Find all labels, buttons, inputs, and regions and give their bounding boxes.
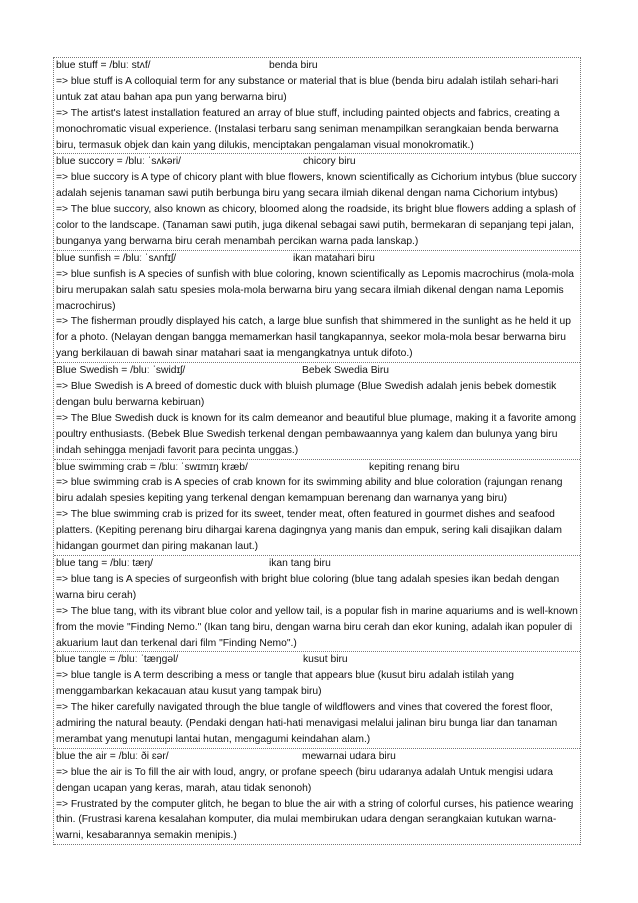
definition: => blue the air is To fill the air with loud, angry, or profane speech (biru udaranya adalah Untuk mengisi udara dengan ucapan yang keras, marah, atau tidak senonoh) [56,766,554,794]
entry-blue-the-air [54,749,580,845]
term-translation: kusut biru [303,654,348,666]
entry-header [56,154,580,170]
term-translation: benda biru [269,60,318,71]
term-translation: chicory biru [303,156,356,168]
term-pronunciation: blue swimming crab = /bluː ˈswɪmɪŋ kræb/ [56,461,248,473]
example-sentence: => The blue swimming crab is prized for its sweet, tender meat, often featured in gourmet dishes and seafood platters. (Kepiting perenang biru dihargai karena dagingnya yang manis dan empuk, sering kali disajikan dalam hidangan gourmet dan piring makanan laut.) [56,509,562,553]
entry-blue-tangle [54,652,580,748]
example-sentence: => Frustrated by the computer glitch, he began to blue the air with a string of colorful curses, his patience wearing thin. (Frustrasi karena kesalahan komputer, dia mulai membirukan udara dengan serangkaian kutukan warna-warni, kesabarannya semakin menipis.) [56,798,574,842]
term-translation: mewarnai udara biru [302,750,396,762]
term-pronunciation: blue sunfish = /bluː ˈsʌnfɪʃ/ [56,252,177,264]
entry-blue-tang [54,556,580,652]
vocabulary-document [53,57,581,845]
term-pronunciation: blue succory = /bluː ˈsʌkəri/ [56,156,182,168]
term-pronunciation: blue stuff = /bluː stʌf/ [56,60,151,71]
entry-header [56,652,580,668]
definition: => Blue Swedish is A breed of domestic duck with bluish plumage (Blue Swedish adalah jenis bebek domestik dengan bulu berwarna kebiruan) [56,381,557,408]
entry-header [56,749,580,765]
definition: => blue stuff is A colloquial term for any substance or material that is blue (benda biru adalah istilah sehari-hari untuk zat atau bahan apa pun yang berwarna biru) [56,75,559,103]
term-pronunciation: blue the air = /bluː ði ɛər/ [56,750,169,762]
example-sentence: => The hiker carefully navigated through the blue tangle of wildflowers and vines that covered the forest floor, admiring the natural beauty. (Pendaki dengan hati-hati menavigasi melalui jalinan biru bunga liar dan tanaman merambat yang menutupi lantai hutan, mengagumi keindahan alam.) [56,702,558,745]
definition: => blue sunfish is A species of sunfish with blue coloring, known scientifically as Lepomis macrochirus (mola-mola biru merupakan salah satu spesies mola-mola berwarna biru yang secara ilmiah dikenal dengan nama Lepomis macrochirus) [56,268,574,312]
term-translation: ikan matahari biru [293,252,375,264]
entry-header [56,251,580,267]
term-translation: ikan tang biru [269,558,331,570]
definition: => blue swimming crab is A species of crab known for its swimming ability and blue coloration (rajungan renang biru adalah spesies kepiting yang terkenal dengan kemampuan berenang dan warnanya yang biru) [56,477,563,505]
example-sentence: => The artist's latest installation featured an array of blue stuff, including painted objects and fabrics, creating a monochromatic visual experience. (Instalasi terbaru sang seniman menampilkan serangkaian benda berwarna biru, termasuk objek dan kain yang dilukis, menciptakan pengalaman visual monokromatik.) [56,107,560,151]
entry-blue-swedish [54,363,580,459]
definition: => blue tangle is A term describing a mess or tangle that appears blue (kusut biru adalah istilah yang menggambarkan kekacauan atau kusut yang tampak biru) [56,670,514,698]
term-pronunciation: Blue Swedish = /bluː ˈswidɪʃ/ [56,365,186,377]
entry-blue-stuff [54,58,580,154]
example-sentence: => The Blue Swedish duck is known for its calm demeanor and beautiful blue plumage, making it a favorite among poultry enthusiasts. (Bebek Blue Swedish terkenal dengan pembawaannya yang kalem dan bulunya yang biru indah sehingga menjadi favorit para pecinta unggas.) [56,412,577,456]
entry-header [56,556,580,572]
entry-header [56,58,580,74]
term-translation: kepiting renang biru [369,461,460,473]
entry-blue-swimming-crab [54,460,580,556]
entry-blue-sunfish [54,251,580,363]
term-pronunciation: blue tang = /bluː tæŋ/ [56,558,154,570]
example-sentence: => The blue tang, with its vibrant blue color and yellow tail, is a popular fish in marine aquariums and is well-known from the movie "Finding Nemo." (Ikan tang biru, dengan warna biru cerah dan ekor kuning, adalah ikan populer di akuarium laut dan terkenal dari film "Finding Nemo".) [56,605,578,649]
example-sentence: => The blue succory, also known as chicory, bloomed along the roadside, its bright blue flowers adding a splash of color to the landscape. (Tanaman sawi putih, juga dikenal sebagai sawi putih, bermekaran di sepanjang tepi jalan, bunganya yang berwarna biru cerah menambah percikan warna pada lanskap.) [56,204,576,247]
definition: => blue succory is A type of chicory plant with blue flowers, known scientifically as Cichorium intybus (blue succory adalah sejenis tanaman sawi putih berbunga biru yang secara ilmiah dikenal dengan nama Cichorium intybus) [56,172,577,200]
example-sentence: => The fisherman proudly displayed his catch, a large blue sunfish that shimmered in the sunlight as he held it up for a photo. (Nelayan dengan bangga memamerkan hasil tangkapannya, seekor mola-mola besar berwarna biru yang berkilauan di bawah sinar matahari saat ia mengangkatnya untuk difoto.) [56,316,571,360]
term-pronunciation: blue tangle = /bluː ˈtæŋɡəl/ [56,654,179,666]
entry-header [56,460,580,476]
term-translation: Bebek Swedia Biru [302,365,390,377]
entry-blue-succory [54,154,580,250]
entry-header [56,363,580,379]
definition: => blue tang is A species of surgeonfish with bright blue coloring (blue tang adalah spesies ikan bedah dengan warna biru cerah) [56,573,560,601]
